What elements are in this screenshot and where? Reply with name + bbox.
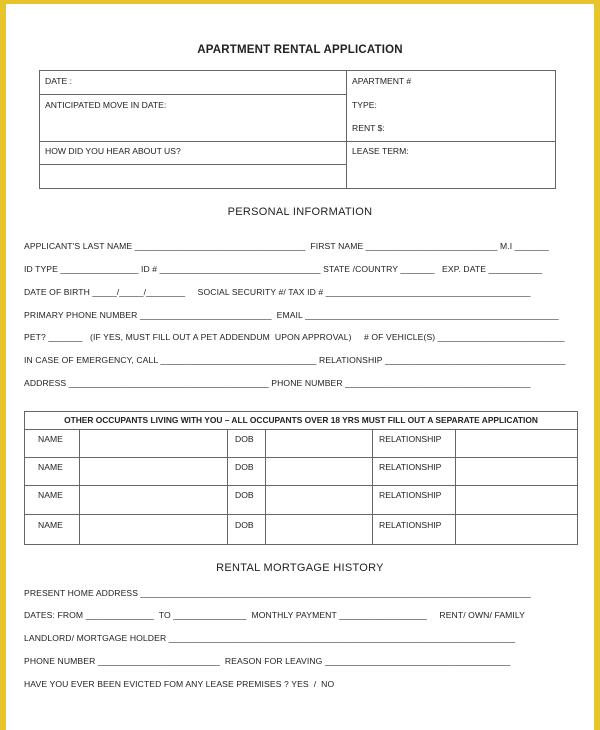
table-rule (227, 429, 228, 544)
table-rule (25, 429, 577, 430)
eviction-question-line[interactable]: HAVE YOU EVER BEEN EVICTED FOM ANY LEASE PREMISES ? YES / NO (24, 679, 335, 689)
personal-info-heading: PERSONAL INFORMATION (227, 206, 373, 218)
dates-payment-line[interactable]: DATES: FROM ______________ TO _______________ MONTHLY PAYMENT __________________ RENT/ OWN/ FAMILY (24, 610, 525, 620)
table-rule (455, 429, 456, 544)
date-of-birth-line[interactable]: DATE OF BIRTH _____/_____/________ SOCIAL SECURITY #/ TAX ID # __________________________________________ (24, 287, 531, 297)
occupant-name-label: NAME (38, 520, 63, 530)
occupant-dob-label: DOB (235, 490, 254, 500)
table-rule (265, 429, 266, 544)
occupant-relationship-label: RELATIONSHIP (379, 434, 442, 444)
apartment-number-field[interactable]: APARTMENT # (352, 76, 412, 86)
hear-about-us-field[interactable]: HOW DID YOU HEAR ABOUT US? (45, 146, 181, 156)
occupants-table (24, 411, 578, 545)
occupant-name-label: NAME (38, 490, 63, 500)
occupant-relationship-label: RELATIONSHIP (379, 490, 442, 500)
page-title: APARTMENT RENTAL APPLICATION (197, 44, 403, 56)
rental-history-heading: RENTAL MORTGAGE HISTORY (216, 562, 384, 574)
table-rule (25, 457, 577, 458)
application-page (6, 4, 594, 730)
table-rule (372, 429, 373, 544)
occupant-relationship-label: RELATIONSHIP (379, 462, 442, 472)
phone-reason-line[interactable]: PHONE NUMBER _________________________ REASON FOR LEAVING ______________________________________ (24, 656, 511, 666)
occupant-relationship-label: RELATIONSHIP (379, 520, 442, 530)
occupant-name-label: NAME (38, 462, 63, 472)
property-info-box (39, 70, 556, 189)
occupant-name-label: NAME (38, 434, 63, 444)
address-phone-line[interactable]: ADDRESS _________________________________________ PHONE NUMBER ______________________________________ (24, 378, 531, 388)
box-divider (40, 164, 346, 165)
table-rule (79, 429, 80, 544)
emergency-contact-line[interactable]: IN CASE OF EMERGENCY, CALL ________________________________ RELATIONSHIP _____________________________________ (24, 355, 566, 365)
occupants-heading: OTHER OCCUPANTS LIVING WITH YOU – ALL OCCUPANTS OVER 18 YRS MUST FILL OUT A SEPARATE APPLICATION (64, 415, 538, 425)
pet-vehicle-line[interactable]: PET? _______ (IF YES, MUST FILL OUT A PET ADDENDUM UPON APPROVAL) # OF VEHICLE(S) __________________________ (24, 332, 565, 342)
box-divider (40, 141, 555, 142)
phone-email-line[interactable]: PRIMARY PHONE NUMBER ___________________________ EMAIL ____________________________________________________ (24, 310, 559, 320)
table-rule (25, 514, 577, 515)
box-divider (40, 94, 346, 95)
move-in-date-field[interactable]: ANTICIPATED MOVE IN DATE: (45, 100, 167, 110)
date-field[interactable]: DATE : (45, 76, 73, 86)
occupant-dob-label: DOB (235, 520, 254, 530)
occupant-dob-label: DOB (235, 434, 254, 444)
rent-field[interactable]: RENT $: (352, 123, 385, 133)
landlord-line[interactable]: LANDLORD/ MORTGAGE HOLDER _______________________________________________________________________ (24, 633, 516, 643)
occupant-dob-label: DOB (235, 462, 254, 472)
lease-term-field[interactable]: LEASE TERM: (352, 146, 409, 156)
present-address-line[interactable]: PRESENT HOME ADDRESS ________________________________________________________________________________ (24, 588, 531, 598)
id-type-line[interactable]: ID TYPE ________________ ID # _________________________________ STATE /COUNTRY _______ EXP. DATE ___________ (24, 264, 543, 274)
type-field[interactable]: TYPE: (352, 100, 377, 110)
table-rule (25, 485, 577, 486)
box-divider (346, 71, 347, 188)
applicant-name-line[interactable]: APPLICANT'S LAST NAME ___________________________________ FIRST NAME ___________________________ M.I _______ (24, 241, 549, 251)
